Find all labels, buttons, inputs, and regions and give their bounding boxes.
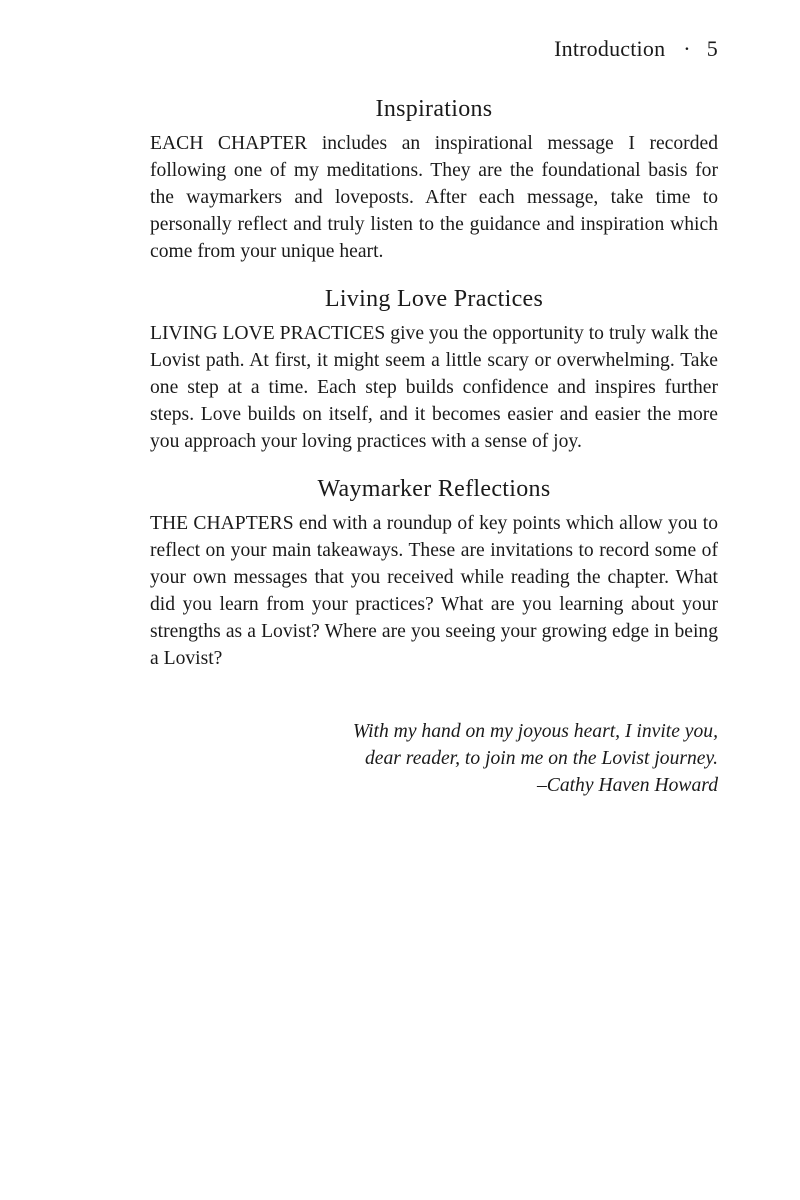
running-head-section: Introduction: [554, 36, 666, 61]
paragraph-body: give you the opportunity to truly walk the Lovist path. At first, it might seem a little scary or overwhelming. Take one step at a time. Each step builds confidence and inspires further steps. Love builds on itself, and it becomes easier and easier the more you approach your loving practices with a sense of joy.: [150, 323, 718, 452]
section-paragraph: [150, 320, 718, 455]
paragraph-lead-caps: LIVING LOVE PRACTICES: [150, 323, 386, 344]
section-waymarker-reflections: [150, 472, 718, 672]
section-title: Inspirations: [375, 96, 493, 122]
running-head: [554, 36, 718, 62]
section-inspirations: [150, 92, 718, 265]
section-paragraph: [150, 510, 718, 672]
page-number: 5: [706, 36, 718, 61]
paragraph-body: end with a roundup of key points which allow you to reflect on your main takeaways. These are invitations to record some of your own messages that you received while reading the chapter. What did you learn from your practices? What are you learning about your strengths as a Lovist? Where are you seeing your growing edge in being a Lovist?: [150, 513, 718, 669]
running-head-separator: ·: [683, 36, 691, 61]
section-title: Living Love Practices: [324, 286, 544, 312]
section-title: Waymarker Reflections: [317, 476, 551, 502]
section-paragraph: [150, 130, 718, 265]
closing-line: dear reader, to join me on the Lovist journey.: [364, 748, 718, 769]
page-content: [150, 92, 718, 689]
closing-line: With my hand on my joyous heart, I invite you,: [352, 721, 718, 742]
paragraph-lead-caps: EACH CHAPTER: [150, 133, 308, 154]
paragraph-lead-caps: THE CHAPTERS: [150, 513, 294, 534]
paragraph-body: includes an inspirational message I recorded following one of my meditations. They are the foundational basis for the waymarkers and loveposts. After each message, take time to personally reflect and truly listen to the guidance and inspiration which come from your unique heart.: [150, 133, 718, 262]
author-signature: –Cathy Haven Howard: [536, 775, 718, 796]
section-living-love-practices: [150, 282, 718, 455]
closing-invitation: [353, 718, 718, 799]
